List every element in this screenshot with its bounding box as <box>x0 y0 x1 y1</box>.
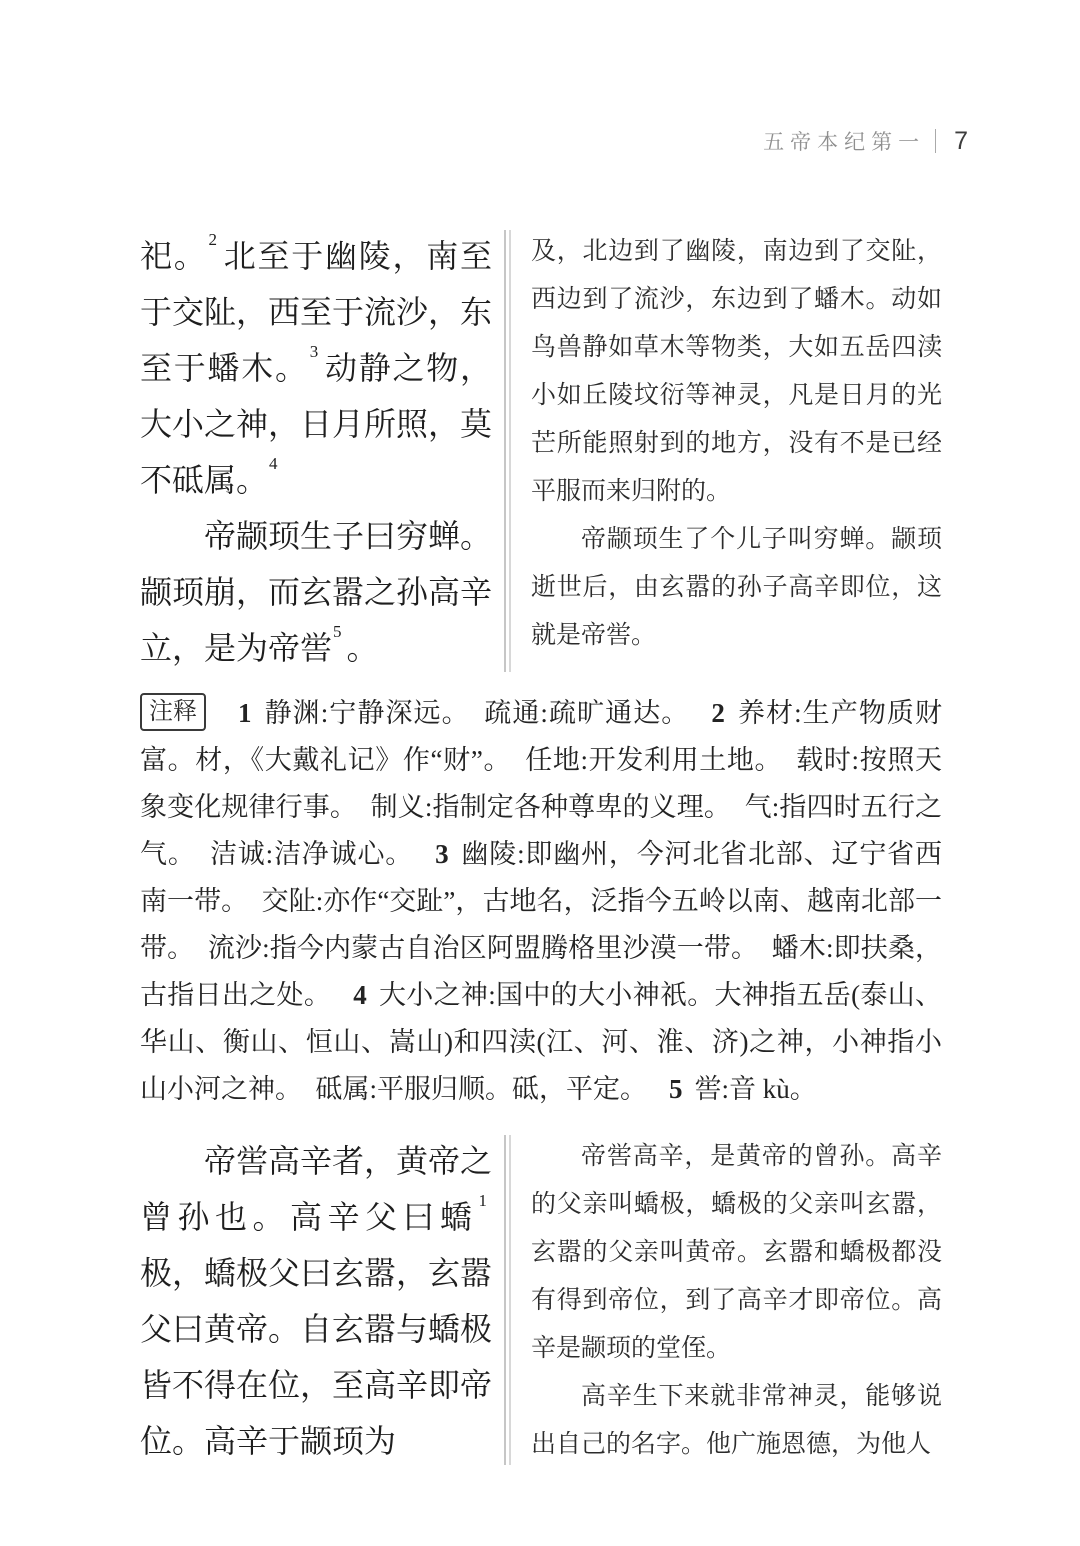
header-divider-bar <box>935 129 936 153</box>
translation-paragraph: 及，北边到了幽陵，南边到了交阯，西边到了流沙，东边到了蟠木。动如鸟兽静如草木等物类，大如五岳四渎小如丘陵坟衍等神灵，凡是日月的光芒所能照射到的地方，没有不是已经平服而来归附的。 <box>531 238 942 505</box>
column-divider <box>504 230 511 672</box>
page-content <box>140 228 942 1469</box>
note-text: 养材:生产物质财富。材，《大戴礼记》作“财”。 任地:开发利用土地。 载时:按照天象变化规律行事。 制义:指制定各种尊卑的义理。 气:指四时五行之气。 洁诚:洁净诚心。 <box>140 698 942 869</box>
classical-paragraph: 帝喾高辛者，黄帝之曾孙也。高辛父曰蟜$^1$极，蟜极父曰玄嚣，玄嚣父曰黄帝。自玄嚣与蟜极皆不得在位，至高辛即帝位。高辛于颛顼为 <box>140 1143 493 1459</box>
note-number: 2 <box>711 698 725 728</box>
column-divider <box>504 1135 511 1465</box>
note-number: 4 <box>353 980 367 1010</box>
note-number: 3 <box>435 839 449 869</box>
note-number: 1 <box>238 698 252 728</box>
note-ref-sup: 5 <box>333 622 342 642</box>
classical-text-column <box>140 228 492 676</box>
passage-section-1 <box>140 228 942 676</box>
translation-paragraph: 高辛生下来就非常神灵，能够说出自己的名字。他广施恩德，为他人 <box>531 1383 942 1458</box>
note-text: 静渊:宁静深远。 疏通:疏旷通达。 <box>263 698 690 728</box>
translation-paragraph: 帝喾高辛，是黄帝的曾孙。高辛的父亲叫蟜极，蟜极的父亲叫玄嚣，玄嚣的父亲叫黄帝。玄嚣和蟜极都没有得到帝位，到了高辛才即帝位。高辛是颛顼的堂侄。 <box>531 1143 942 1362</box>
note-text: 喾:音 kù。 <box>694 1074 817 1104</box>
note-text: 大小之神:国中的大小神祇。大神指五岳(泰山、华山、衡山、恒山、嵩山)和四渎(江、河、淮、济)之神，小神指小山小河之神。 砥属:平服归顺。砥，平定。 <box>140 980 943 1104</box>
classical-paragraph: 祀。$^2$ 北至于幽陵，南至于交阯，西至于流沙，东至于蟠木。$^3$ 动静之物，大小之神，日月所照，莫不砥属。$^4$ <box>140 230 493 498</box>
translation-column <box>531 228 942 676</box>
classical-text-column <box>140 1133 492 1469</box>
notes-label: 注释 <box>140 693 206 731</box>
note-ref-sup: 1 <box>478 1191 487 1211</box>
note-ref-sup: 3 <box>309 342 319 362</box>
page-number: 7 <box>954 126 968 155</box>
note-ref-sup: 4 <box>269 454 278 474</box>
note-ref-sup: 2 <box>208 230 217 250</box>
note-text: 幽陵:即幽州，今河北省北部、辽宁省西南一带。 交阯:亦作“交趾”，古地名，泛指今五岭以南、越南北部一带。 流沙:指今内蒙古自治区阿盟腾格里沙漠一带。 蟠木:即扶桑，古指日出之处。 <box>140 839 942 1010</box>
chapter-title: 五帝本纪第一 <box>763 130 926 154</box>
note-number: 5 <box>669 1074 683 1104</box>
translation-paragraph: 帝颛顼生了个儿子叫穷蝉。颛顼逝世后，由玄嚣的孙子高辛即位，这就是帝喾。 <box>531 526 942 649</box>
notes-section <box>140 690 942 1113</box>
translation-column <box>531 1133 942 1469</box>
page-header <box>763 126 968 156</box>
passage-section-2 <box>140 1133 942 1469</box>
classical-paragraph: 帝颛顼生子曰穷蝉。颛顼崩，而玄嚣之孙高辛立，是为帝喾$^5$ 。 <box>140 518 493 666</box>
